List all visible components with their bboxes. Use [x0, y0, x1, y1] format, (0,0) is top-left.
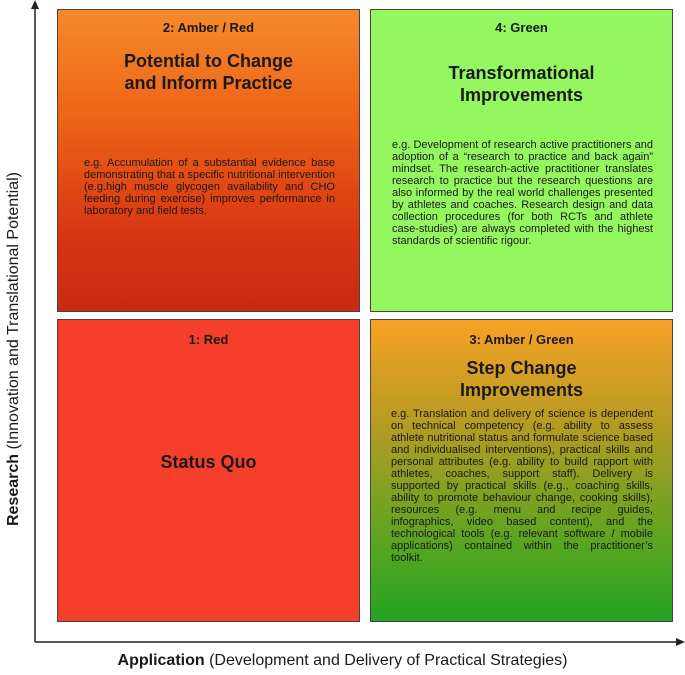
quadrant-label: 2: Amber / Red — [162, 20, 255, 35]
quadrant-description: e.g. Translation and delivery of science is dependent on technical competency (e.g. ability to assess athlete nutritional status and formulate science based and individualised interventions), practical skills and personal attributes (e.g. ability to build rapport with athletes, coaches, support staff). Delivery is supported by practical skills (e.g., coaching skills, ability to promote behaviour change, cooking skills), resources (e.g. menu and recipe guides, infographics, video based content), and the technological tools (e.g. relevant software / mobile applications) contained within the practitioner’s toolkit. — [391, 408, 653, 564]
y-axis-label-detail: (Innovation and Translational Potential) — [5, 172, 22, 450]
y-axis-label — [5, 29, 23, 669]
y-axis-label-bold: Research — [5, 453, 22, 527]
quadrant-title: Status Quo — [160, 452, 257, 472]
quadrant-description: e.g. Accumulation of a substantial evidence base demonstrating that a specific nutritional intervention (e.g.high muscle glycogen availability and CHO feeding during exercise) improves performance in laboratory and field tests. — [84, 157, 335, 217]
quadrant-amber-green — [370, 319, 673, 622]
quadrant-label: 3: Amber / Green — [469, 332, 574, 347]
quadrant-title: Potential to Change and Inform Practice — [123, 51, 293, 93]
quadrant-description: e.g. Development of research active practitioners and adoption of a “research to practice and back again” mindset. The research-active practitioner translates research to practice but the research questions are also informed by the real world challenges presented by athletes and coaches. Research design and data collection procedures (for both RCTs and athlete case-studies) are always completed with the highest standards of scientific rigour. — [392, 139, 653, 247]
y-axis-arrowhead — [31, 0, 39, 9]
quadrant-green — [370, 9, 673, 312]
x-axis-label-detail: (Development and Delivery of Practical Strategies) — [209, 652, 568, 669]
quadrant-label: 4: Green — [495, 20, 548, 35]
quadrant-title: Transformational Improvements — [448, 63, 595, 105]
x-axis-label-bold: Application — [117, 652, 205, 669]
quadrant-amber-red — [57, 9, 360, 312]
quadrant-red — [57, 319, 360, 622]
quadrant-title: Step Change Improvements — [459, 358, 584, 400]
x-axis-arrowhead — [676, 638, 685, 646]
x-axis-label — [0, 652, 685, 670]
quadrant-label: 1: Red — [188, 332, 229, 347]
